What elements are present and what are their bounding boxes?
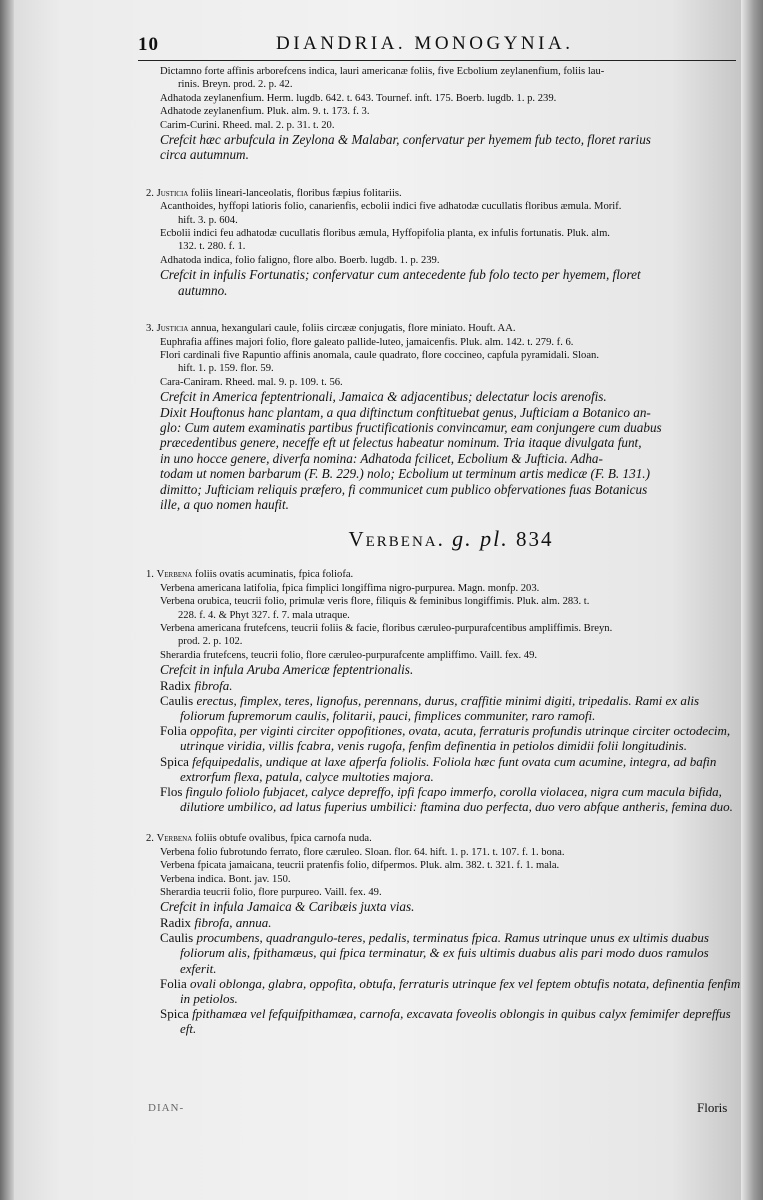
description-radix: Radix fibrofa, annua. xyxy=(160,914,272,930)
entry-number: 2. xyxy=(146,833,154,845)
header-rule xyxy=(138,60,736,61)
genus-heading-ref: g. pl. xyxy=(452,526,509,552)
description-folia: Folia ovali oblonga, glabra, oppofita, obtufa, ferraturis utrinque fex vel feptem obtufis notata, definentia fenfim in petiolos. xyxy=(160,975,741,1006)
diagnosis-line xyxy=(146,568,742,581)
commentary-line: todam ut nomen barbarum (F. B. 229.) nolo; Ecbolium ut terminum artis medicæ (F. B. 131.) xyxy=(160,466,650,482)
entry-verbena-2 xyxy=(146,832,742,1037)
synonym-line: Flori cardinali five Rapuntio affinis anomala, caule quadrato, flore coccineo, capfula pyramidali. Sloan. xyxy=(160,349,599,361)
synonym-line: Adhatoda zeylanenfium. Herm. lugdb. 642. t. 643. Tournef. inft. 175. Boerb. lugdb. 1. p. 239. xyxy=(160,92,557,104)
genus-heading-name: Verbena. xyxy=(348,527,445,552)
synonym-line: Verbena americana frutefcens, teucrii foliis & facie, floribus cæruleo-purpurafcentibus ampliffimis. Breyn. xyxy=(160,623,613,634)
synonym-line: Verbena orubica, teucrii folio, primulæ veris flore, filiquis & feminibus longiffimis. Pluk. alm. 283. t. xyxy=(160,596,590,608)
synonym-line: 228. f. 4. & Phyt 327. f. 7. mala utraque. xyxy=(178,609,350,621)
synonym-line: Cara-Caniram. Rheed. mal. 9. p. 109. t. 56. xyxy=(160,376,343,388)
synonym-line: Ecbolii indici feu adhatodæ cucullatis floribus æmula, Hyffopifolia planta, ex infulis fortunatis. Pluk. alm. xyxy=(160,228,610,240)
commentary-line: ille, a quo nomen haufit. xyxy=(160,496,289,512)
habitat-line: Crefcit in infula Jamaica & Caribæis juxta vias. xyxy=(160,899,415,915)
synonym-line: Adhatoda indica, folio faligno, flore albo. Boerb. lugdb. 1. p. 239. xyxy=(160,254,440,266)
commentary-line: præcedentibus genere, neceffe eft ut felectus habeatur nominum. Tria itaque divulgata funt, xyxy=(160,435,642,451)
synonym-line: Carim-Curini. Rheed. mal. 2. p. 31. t. 20. xyxy=(160,119,335,131)
habitat-line: autumno. xyxy=(178,282,228,298)
description-radix: Radix fibrofa. xyxy=(160,677,233,693)
synonym-line: Verbena fpicata jamaicana, teucrii pratenfis folio, difpermos. Pluk. alm. 382. t. 321. f. 1. mala. xyxy=(160,860,560,872)
synonym-line: Sherardia teucrii folio, flore purpureo. Vaill. fex. 49. xyxy=(160,887,382,899)
genus-name: Verbena xyxy=(156,833,193,845)
synonym-line: hift. 3. p. 604. xyxy=(178,214,238,226)
synonym-line: rinis. Breyn. prod. 2. p. 42. xyxy=(178,79,293,91)
page-content xyxy=(146,65,742,1037)
commentary-line: Dixit Houftonus hanc plantam, a qua diftinctum conftituebat genus, Jufticiam a Botanico an- xyxy=(160,404,651,420)
synonym-line: Verbena folio fubrotundo ferrato, flore cæruleo. Sloan. flor. 64. hift. 1. p. 171. t. 107. f. 1. bona. xyxy=(160,846,565,858)
description-spica: Spica fpithamæa vel fefquifpithamæa, carnofa, excavata foveolis oblongis in quibus calyx femimifer depreffus eft. xyxy=(160,1006,731,1037)
page-number: 10 xyxy=(138,34,159,55)
running-title: DIANDRIA. MONOGYNIA. xyxy=(276,33,574,54)
entry-number: 1. xyxy=(146,569,154,581)
habitat-line: circa autumnum. xyxy=(160,147,249,163)
catchword: Floris xyxy=(697,1100,728,1115)
synonym-line: hift. 1. p. 159. flor. 59. xyxy=(178,363,274,375)
genus-name: Justicia xyxy=(156,323,189,335)
genus-name: Justicia xyxy=(156,187,189,199)
entry-justicia-2 xyxy=(146,187,742,298)
entry-number: 2. xyxy=(146,187,154,199)
diagnosis-line xyxy=(146,187,742,200)
synonym-line: prod. 2. p. 102. xyxy=(178,636,243,648)
diagnosis-line xyxy=(146,322,742,335)
diagnosis-text: foliis lineari-lanceolatis, floribus fæpius folitariis. xyxy=(191,187,402,199)
commentary-line: dimitto; Jufticiam reliquis præfero, fi communicet cum publico obfervationes fuas Botanicus xyxy=(160,481,648,497)
description-caulis: Caulis procumbens, quadrangulo-teres, pedalis, terminatus fpica. Ramus utrinque unus ex ultimis duabus foliorum alis, fpithamæus, qui fpica terminatur, & ex fuis ultimis duabus alis pari modo duos ramulos exferit. xyxy=(160,930,709,976)
synonym-line: Acanthoides, hyffopi latioris folio, canarienfis, ecbolii indici five adhatodæ cucullatis floribus æmula. Morif. xyxy=(160,201,622,213)
synonym-line: Euphrafia affines majori folio, flore galeato pallide-luteo, jamaicenfis. Pluk. alm. 142. t. 279. f. 6. xyxy=(160,336,574,348)
diagnosis-line xyxy=(146,832,742,845)
commentary-line: in uno hocce genere, diverfa nomina: Adhatoda fcilicet, Ecbolium & Jufticia. Adha- xyxy=(160,450,603,466)
synonym-line: Dictamno forte affinis arborefcens indica, lauri americanæ foliis, five Ecbolium zeylanenfium, foliis lau- xyxy=(160,66,605,77)
synonym-line: Sherardia frutefcens, teucrii folio, flore cæruleo-purpurafcente ampliffimo. Vaill. fex. 49. xyxy=(160,649,538,661)
page-edge xyxy=(741,0,763,1200)
synonym-line: Verbena americana latifolia, fpica fimplici longiffima nigro-purpurea. Magn. monfp. 203. xyxy=(160,582,540,594)
description-folia: Folia oppofita, per viginti circiter oppofitiones, ovata, acuta, ferraturis profundis utrinque circiter octodecim, utrinque viridia, villis fcabra, venis rugofa, fenfim definentia in petiolos dimidii folii longitudinis. xyxy=(160,723,731,754)
synonym-line: Verbena indica. Bont. jav. 150. xyxy=(160,873,291,885)
entry-verbena-1 xyxy=(146,568,742,815)
description-spica: Spica fefquipedalis, undique at laxe afperfa foliolis. Foliola hæc funt ovata cum acumine, integra, ad bafin extrorfum flexa, patula, calyce multoties majora. xyxy=(160,753,717,784)
page-header xyxy=(138,30,738,60)
description-caulis: Caulis erectus, fimplex, teres, lignofus, perennans, durus, craffitie minimi digiti, tripedalis. Rami ex alis foliorum fupremorum caulis, folitarii, pauci, fimplices communiter, raro ramofi. xyxy=(160,692,700,724)
commentary-line: glo: Cum autem examinatis partibus fructificationis convincamur, eam conjungere cum duabus xyxy=(160,419,662,435)
synonym-line: 132. t. 280. f. 1. xyxy=(178,241,246,253)
genus-heading xyxy=(160,526,742,552)
diagnosis-text: annua, hexangulari caule, foliis circææ conjugatis, flore miniato. Houft. AA. xyxy=(191,323,516,335)
diagnosis-text: foliis obtufe ovalibus, fpica carnofa nuda. xyxy=(194,833,372,845)
habitat-line: Crefcit in infulis Fortunatis; confervatur cum antecedente fub folo tecto per hyemem, floret xyxy=(160,267,641,283)
entry-number: 3. xyxy=(146,323,154,335)
synonym-line: Adhatode zeylanenfium. Pluk. alm. 9. t. 173. f. 3. xyxy=(160,106,370,118)
habitat-line: Crefcit hæc arbufcula in Zeylona & Malabar, confervatur per hyemem fub tecto, floret rarius xyxy=(160,132,651,148)
habitat-line: Crefcit in America feptentrionali, Jamaica & adjacentibus; delectatur locis arenofis. xyxy=(160,389,607,405)
description-flos: Flos fingulo foliolo fubjacet, calyce depreffo, ipfi fcapo immerfo, corolla violacea, nigra cum macula bifida, dilutiore umbilico, ad latus fuperius umbilici: ftamina duo perfecta, duo vero abfque antheris, femina duo. xyxy=(160,784,733,815)
entry-justicia-3 xyxy=(146,322,742,512)
catchword-left: DIAN- xyxy=(148,1102,185,1114)
entry-adhatoda-continued xyxy=(160,65,742,163)
genus-name: Verbena xyxy=(156,569,193,581)
binding-shadow xyxy=(0,0,14,1200)
habitat-line: Crefcit in infula Aruba Americæ feptentrionalis. xyxy=(160,662,414,678)
diagnosis-text: foliis ovatis acuminatis, fpica foliofa. xyxy=(194,569,354,581)
genus-heading-number: 834 xyxy=(516,527,554,552)
